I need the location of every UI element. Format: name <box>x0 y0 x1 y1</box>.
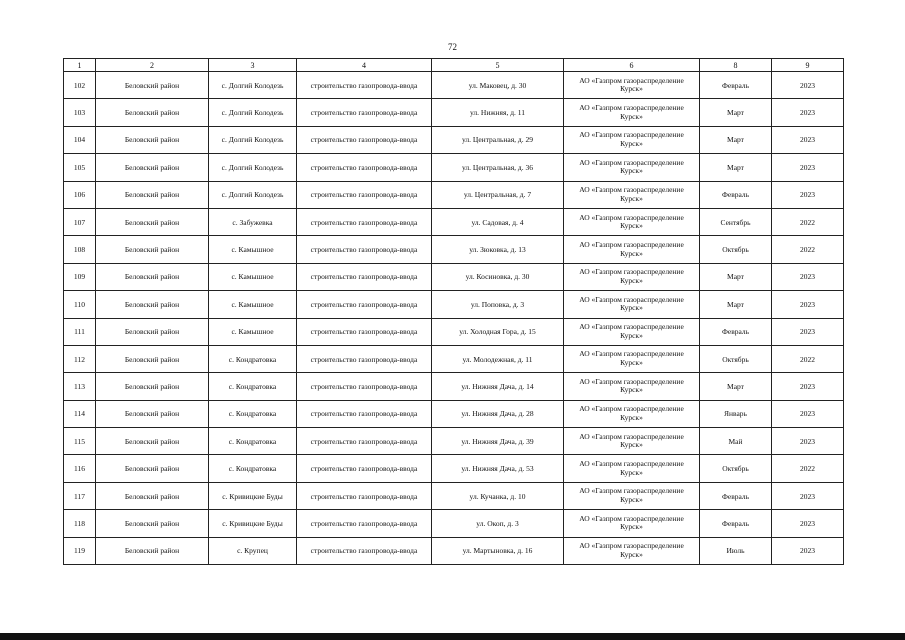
settlement-cell: с. Камышное <box>209 263 297 290</box>
row-number-cell: 108 <box>64 236 96 263</box>
settlement-cell: с. Кондратовка <box>209 455 297 482</box>
month-cell: Февраль <box>700 482 772 509</box>
table-row <box>64 373 844 400</box>
table-row <box>64 482 844 509</box>
month-cell: Октябрь <box>700 455 772 482</box>
address-cell: ул. Окоп, д. 3 <box>432 510 564 537</box>
district-cell: Беловский район <box>96 291 209 318</box>
year-cell: 2023 <box>772 537 844 564</box>
address-cell: ул. Поповка, д. 3 <box>432 291 564 318</box>
work-type-cell: строительство газопровода-ввода <box>297 373 432 400</box>
row-number-cell: 116 <box>64 455 96 482</box>
row-number-cell: 102 <box>64 72 96 99</box>
month-cell: Март <box>700 263 772 290</box>
settlement-cell: с. Камышное <box>209 236 297 263</box>
row-number-cell: 112 <box>64 345 96 372</box>
address-cell: ул. Центральная, д. 36 <box>432 154 564 181</box>
work-type-cell: строительство газопровода-ввода <box>297 99 432 126</box>
month-cell: Июль <box>700 537 772 564</box>
row-number-cell: 111 <box>64 318 96 345</box>
year-cell: 2023 <box>772 510 844 537</box>
organization-cell: АО «Газпром газораспределение Курск» <box>564 455 700 482</box>
settlement-cell: с. Кондратовка <box>209 373 297 400</box>
table-row <box>64 263 844 290</box>
table-row <box>64 400 844 427</box>
work-type-cell: строительство газопровода-ввода <box>297 455 432 482</box>
work-type-cell: строительство газопровода-ввода <box>297 72 432 99</box>
settlement-cell: с. Кривицкие Буды <box>209 510 297 537</box>
column-header: 5 <box>432 59 564 72</box>
year-cell: 2023 <box>772 126 844 153</box>
year-cell: 2023 <box>772 482 844 509</box>
work-type-cell: строительство газопровода-ввода <box>297 510 432 537</box>
month-cell: Сентябрь <box>700 208 772 235</box>
district-cell: Беловский район <box>96 373 209 400</box>
month-cell: Февраль <box>700 510 772 537</box>
scan-bottom-edge <box>0 633 905 640</box>
table-row <box>64 72 844 99</box>
settlement-cell: с. Камышное <box>209 318 297 345</box>
district-cell: Беловский район <box>96 72 209 99</box>
row-number-cell: 118 <box>64 510 96 537</box>
address-cell: ул. Нижняя, д. 11 <box>432 99 564 126</box>
work-type-cell: строительство газопровода-ввода <box>297 181 432 208</box>
work-type-cell: строительство газопровода-ввода <box>297 263 432 290</box>
table-row <box>64 208 844 235</box>
organization-cell: АО «Газпром газораспределение Курск» <box>564 510 700 537</box>
month-cell: Март <box>700 126 772 153</box>
table-row <box>64 510 844 537</box>
row-number-cell: 103 <box>64 99 96 126</box>
row-number-cell: 113 <box>64 373 96 400</box>
month-cell: Март <box>700 154 772 181</box>
gas-connection-table <box>63 58 844 565</box>
settlement-cell: с. Долгий Колодезь <box>209 181 297 208</box>
year-cell: 2023 <box>772 400 844 427</box>
organization-cell: АО «Газпром газораспределение Курск» <box>564 263 700 290</box>
settlement-cell: с. Кондратовка <box>209 428 297 455</box>
table-row <box>64 236 844 263</box>
address-cell: ул. Садовая, д. 4 <box>432 208 564 235</box>
month-cell: Март <box>700 291 772 318</box>
row-number-cell: 107 <box>64 208 96 235</box>
page-number: 72 <box>448 42 457 52</box>
column-header: 6 <box>564 59 700 72</box>
month-cell: Февраль <box>700 181 772 208</box>
district-cell: Беловский район <box>96 428 209 455</box>
table-row <box>64 181 844 208</box>
column-header: 3 <box>209 59 297 72</box>
organization-cell: АО «Газпром газораспределение Курск» <box>564 318 700 345</box>
settlement-cell: с. Долгий Колодезь <box>209 126 297 153</box>
settlement-cell: с. Долгий Колодезь <box>209 72 297 99</box>
year-cell: 2023 <box>772 99 844 126</box>
organization-cell: АО «Газпром газораспределение Курск» <box>564 345 700 372</box>
column-header: 9 <box>772 59 844 72</box>
district-cell: Беловский район <box>96 400 209 427</box>
address-cell: ул. Маковец, д. 30 <box>432 72 564 99</box>
year-cell: 2023 <box>772 428 844 455</box>
address-cell: ул. Нижняя Дача, д. 39 <box>432 428 564 455</box>
organization-cell: АО «Газпром газораспределение Курск» <box>564 291 700 318</box>
work-type-cell: строительство газопровода-ввода <box>297 208 432 235</box>
work-type-cell: строительство газопровода-ввода <box>297 537 432 564</box>
column-header: 8 <box>700 59 772 72</box>
address-cell: ул. Зюковка, д. 13 <box>432 236 564 263</box>
address-cell: ул. Холодная Гора, д. 15 <box>432 318 564 345</box>
month-cell: Март <box>700 99 772 126</box>
settlement-cell: с. Кондратовка <box>209 345 297 372</box>
address-cell: ул. Нижняя Дача, д. 28 <box>432 400 564 427</box>
settlement-cell: с. Долгий Колодезь <box>209 99 297 126</box>
organization-cell: АО «Газпром газораспределение Курск» <box>564 373 700 400</box>
district-cell: Беловский район <box>96 154 209 181</box>
work-type-cell: строительство газопровода-ввода <box>297 154 432 181</box>
column-header: 4 <box>297 59 432 72</box>
year-cell: 2023 <box>772 263 844 290</box>
work-type-cell: строительство газопровода-ввода <box>297 126 432 153</box>
settlement-cell: с. Кондратовка <box>209 400 297 427</box>
table-row <box>64 99 844 126</box>
table-row <box>64 537 844 564</box>
address-cell: ул. Центральная, д. 7 <box>432 181 564 208</box>
table-header-row <box>64 59 844 72</box>
table-row <box>64 455 844 482</box>
table-row <box>64 428 844 455</box>
district-cell: Беловский район <box>96 482 209 509</box>
organization-cell: АО «Газпром газораспределение Курск» <box>564 236 700 263</box>
district-cell: Беловский район <box>96 455 209 482</box>
work-type-cell: строительство газопровода-ввода <box>297 482 432 509</box>
organization-cell: АО «Газпром газораспределение Курск» <box>564 126 700 153</box>
month-cell: Февраль <box>700 72 772 99</box>
table-row <box>64 318 844 345</box>
address-cell: ул. Кучанка, д. 10 <box>432 482 564 509</box>
row-number-cell: 117 <box>64 482 96 509</box>
row-number-cell: 109 <box>64 263 96 290</box>
work-type-cell: строительство газопровода-ввода <box>297 400 432 427</box>
organization-cell: АО «Газпром газораспределение Курск» <box>564 72 700 99</box>
district-cell: Беловский район <box>96 537 209 564</box>
work-type-cell: строительство газопровода-ввода <box>297 318 432 345</box>
year-cell: 2022 <box>772 455 844 482</box>
year-cell: 2023 <box>772 318 844 345</box>
organization-cell: АО «Газпром газораспределение Курск» <box>564 400 700 427</box>
settlement-cell: с. Кривицкие Буды <box>209 482 297 509</box>
district-cell: Беловский район <box>96 126 209 153</box>
organization-cell: АО «Газпром газораспределение Курск» <box>564 428 700 455</box>
row-number-cell: 105 <box>64 154 96 181</box>
year-cell: 2022 <box>772 208 844 235</box>
row-number-cell: 106 <box>64 181 96 208</box>
year-cell: 2022 <box>772 236 844 263</box>
organization-cell: АО «Газпром газораспределение Курск» <box>564 537 700 564</box>
year-cell: 2023 <box>772 291 844 318</box>
year-cell: 2022 <box>772 345 844 372</box>
address-cell: ул. Центральная, д. 29 <box>432 126 564 153</box>
district-cell: Беловский район <box>96 208 209 235</box>
row-number-cell: 110 <box>64 291 96 318</box>
row-number-cell: 104 <box>64 126 96 153</box>
month-cell: Октябрь <box>700 345 772 372</box>
year-cell: 2023 <box>772 154 844 181</box>
district-cell: Беловский район <box>96 345 209 372</box>
table-row <box>64 154 844 181</box>
organization-cell: АО «Газпром газораспределение Курск» <box>564 208 700 235</box>
address-cell: ул. Молодежная, д. 11 <box>432 345 564 372</box>
month-cell: Октябрь <box>700 236 772 263</box>
month-cell: Март <box>700 373 772 400</box>
month-cell: Февраль <box>700 318 772 345</box>
district-cell: Беловский район <box>96 181 209 208</box>
address-cell: ул. Нижняя Дача, д. 14 <box>432 373 564 400</box>
district-cell: Беловский район <box>96 510 209 537</box>
row-number-cell: 119 <box>64 537 96 564</box>
organization-cell: АО «Газпром газораспределение Курск» <box>564 482 700 509</box>
district-cell: Беловский район <box>96 99 209 126</box>
address-cell: ул. Мартыновка, д. 16 <box>432 537 564 564</box>
district-cell: Беловский район <box>96 236 209 263</box>
row-number-cell: 114 <box>64 400 96 427</box>
organization-cell: АО «Газпром газораспределение Курск» <box>564 154 700 181</box>
table-row <box>64 126 844 153</box>
year-cell: 2023 <box>772 373 844 400</box>
table-row <box>64 345 844 372</box>
year-cell: 2023 <box>772 181 844 208</box>
column-header: 2 <box>96 59 209 72</box>
table-row <box>64 291 844 318</box>
settlement-cell: с. Долгий Колодезь <box>209 154 297 181</box>
month-cell: Май <box>700 428 772 455</box>
year-cell: 2023 <box>772 72 844 99</box>
address-cell: ул. Нижняя Дача, д. 53 <box>432 455 564 482</box>
organization-cell: АО «Газпром газораспределение Курск» <box>564 181 700 208</box>
row-number-cell: 115 <box>64 428 96 455</box>
settlement-cell: с. Камышное <box>209 291 297 318</box>
district-cell: Беловский район <box>96 263 209 290</box>
district-cell: Беловский район <box>96 318 209 345</box>
column-header: 1 <box>64 59 96 72</box>
month-cell: Январь <box>700 400 772 427</box>
work-type-cell: строительство газопровода-ввода <box>297 345 432 372</box>
work-type-cell: строительство газопровода-ввода <box>297 291 432 318</box>
organization-cell: АО «Газпром газораспределение Курск» <box>564 99 700 126</box>
work-type-cell: строительство газопровода-ввода <box>297 236 432 263</box>
settlement-cell: с. Забужевка <box>209 208 297 235</box>
work-type-cell: строительство газопровода-ввода <box>297 428 432 455</box>
address-cell: ул. Косиновка, д. 30 <box>432 263 564 290</box>
settlement-cell: с. Крупец <box>209 537 297 564</box>
